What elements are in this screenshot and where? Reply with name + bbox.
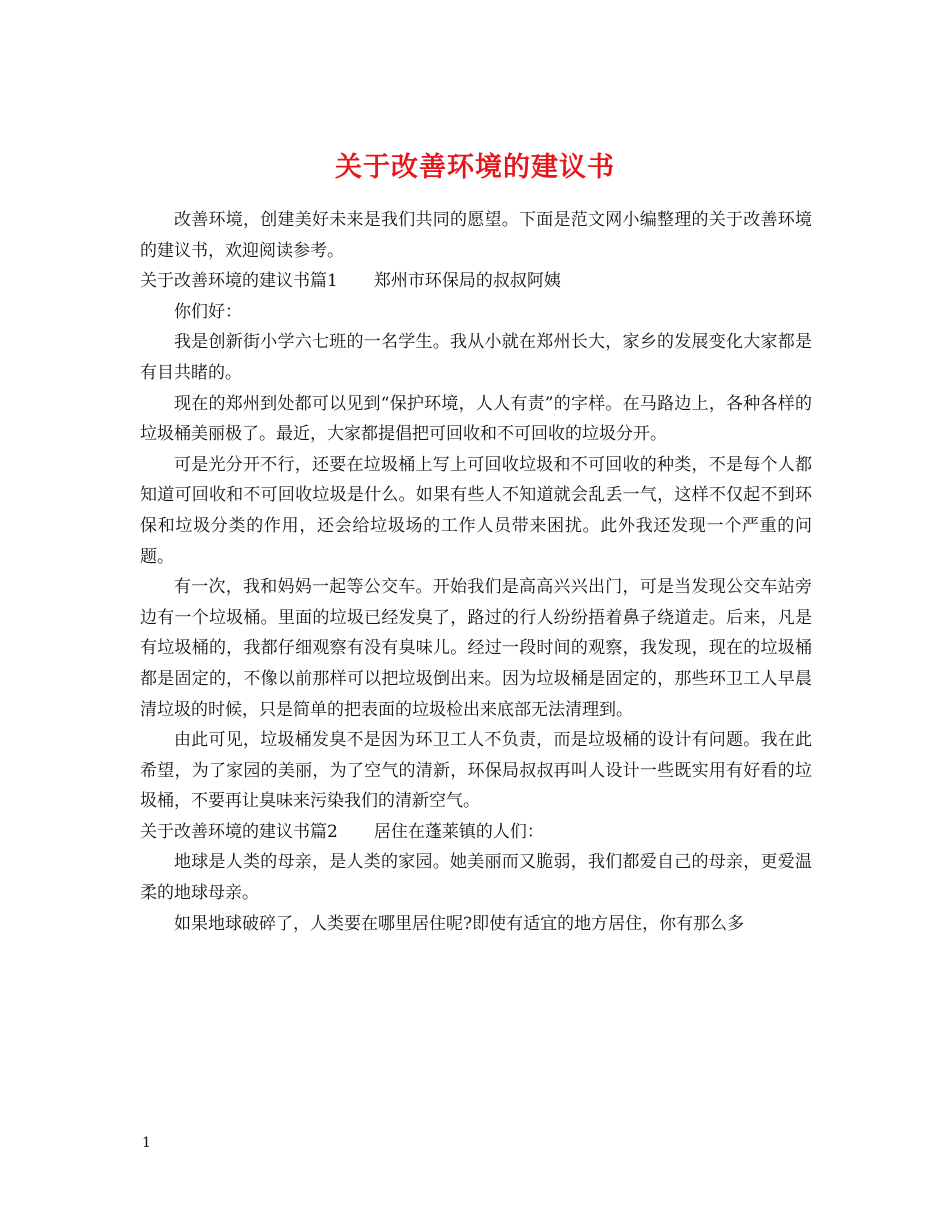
document-title: 关于改善环境的建议书: [335, 152, 615, 184]
section-1-paragraph-4: 有一次，我和妈妈一起等公交车。开始我们是高高兴兴出门，可是当发现公交车站旁边有一个垃圾桶。里面的垃圾已经发臭了，路过的行人纷纷捂着鼻子绕道走。后来，凡是有垃圾桶的，我都仔细观察有没有臭味儿。经过一段时间的观察，我发现，现在的垃圾桶都是固定的，不像以前那样可以把垃圾倒出来。因为垃圾桶是固定的，那些环卫工人早晨清垃圾的时候，只是简单的把表面的垃圾检出来底部无法清理到。: [140, 577, 812, 720]
section-2-recipient: 居住在蓬莱镇的人们：: [373, 821, 544, 842]
section-1-heading: [140, 266, 812, 297]
section-1-title: 关于改善环境的建议书篇1: [140, 271, 338, 292]
section-1-paragraph-5: 由此可见，垃圾桶发臭不是因为环卫工人不负责，而是垃圾桶的设计有问题。我在此希望，为了家园的美丽，为了空气的清新，环保局叔叔再叫人设计一些既实用有好看的垃圾桶，不要再让臭味来污染我们的清新空气。: [140, 730, 812, 812]
page-number: 1: [142, 1135, 151, 1151]
section-2-paragraph-2: 如果地球破碎了，人类要在哪里居住呢?即使有适宜的地方居住，你有那么多: [174, 913, 745, 934]
intro-paragraph: 改善环境，创建美好未来是我们共同的愿望。下面是范文网小编整理的关于改善环境的建议书，欢迎阅读参考。: [140, 210, 812, 261]
document-body: [140, 205, 812, 939]
section-1-paragraph-2: 现在的郑州到处都可以见到“保护环境，人人有责”的字样。在马路边上，各种各样的垃圾桶美丽极了。最近，大家都提倡把可回收和不可回收的垃圾分开。: [140, 393, 812, 445]
section-1-paragraph-3: 可是光分开不行，还要在垃圾桶上写上可回收垃圾和不可回收的种类，不是每个人都知道可回收和不可回收垃圾是什么。如果有些人不知道就会乱丢一气，这样不仅起不到环保和垃圾分类的作用，还会给垃圾场的工作人员带来困扰。此外我还发现一个严重的问题。: [140, 454, 812, 567]
section-1-recipient: 郑州市环保局的叔叔阿姨: [373, 271, 561, 292]
section-1-paragraph-1: 我是创新街小学六七班的一名学生。我从小就在郑州长大，家乡的发展变化大家都是有目共睹的。: [140, 332, 812, 383]
section-2-paragraph-1: 地球是人类的母亲，是人类的家园。她美丽而又脆弱，我们都爱自己的母亲，更爱温柔的地球母亲。: [140, 852, 812, 904]
section-2-heading: [140, 817, 812, 848]
section-2-title: 关于改善环境的建议书篇2: [140, 821, 338, 842]
section-1-greeting: 你们好：: [174, 301, 242, 322]
